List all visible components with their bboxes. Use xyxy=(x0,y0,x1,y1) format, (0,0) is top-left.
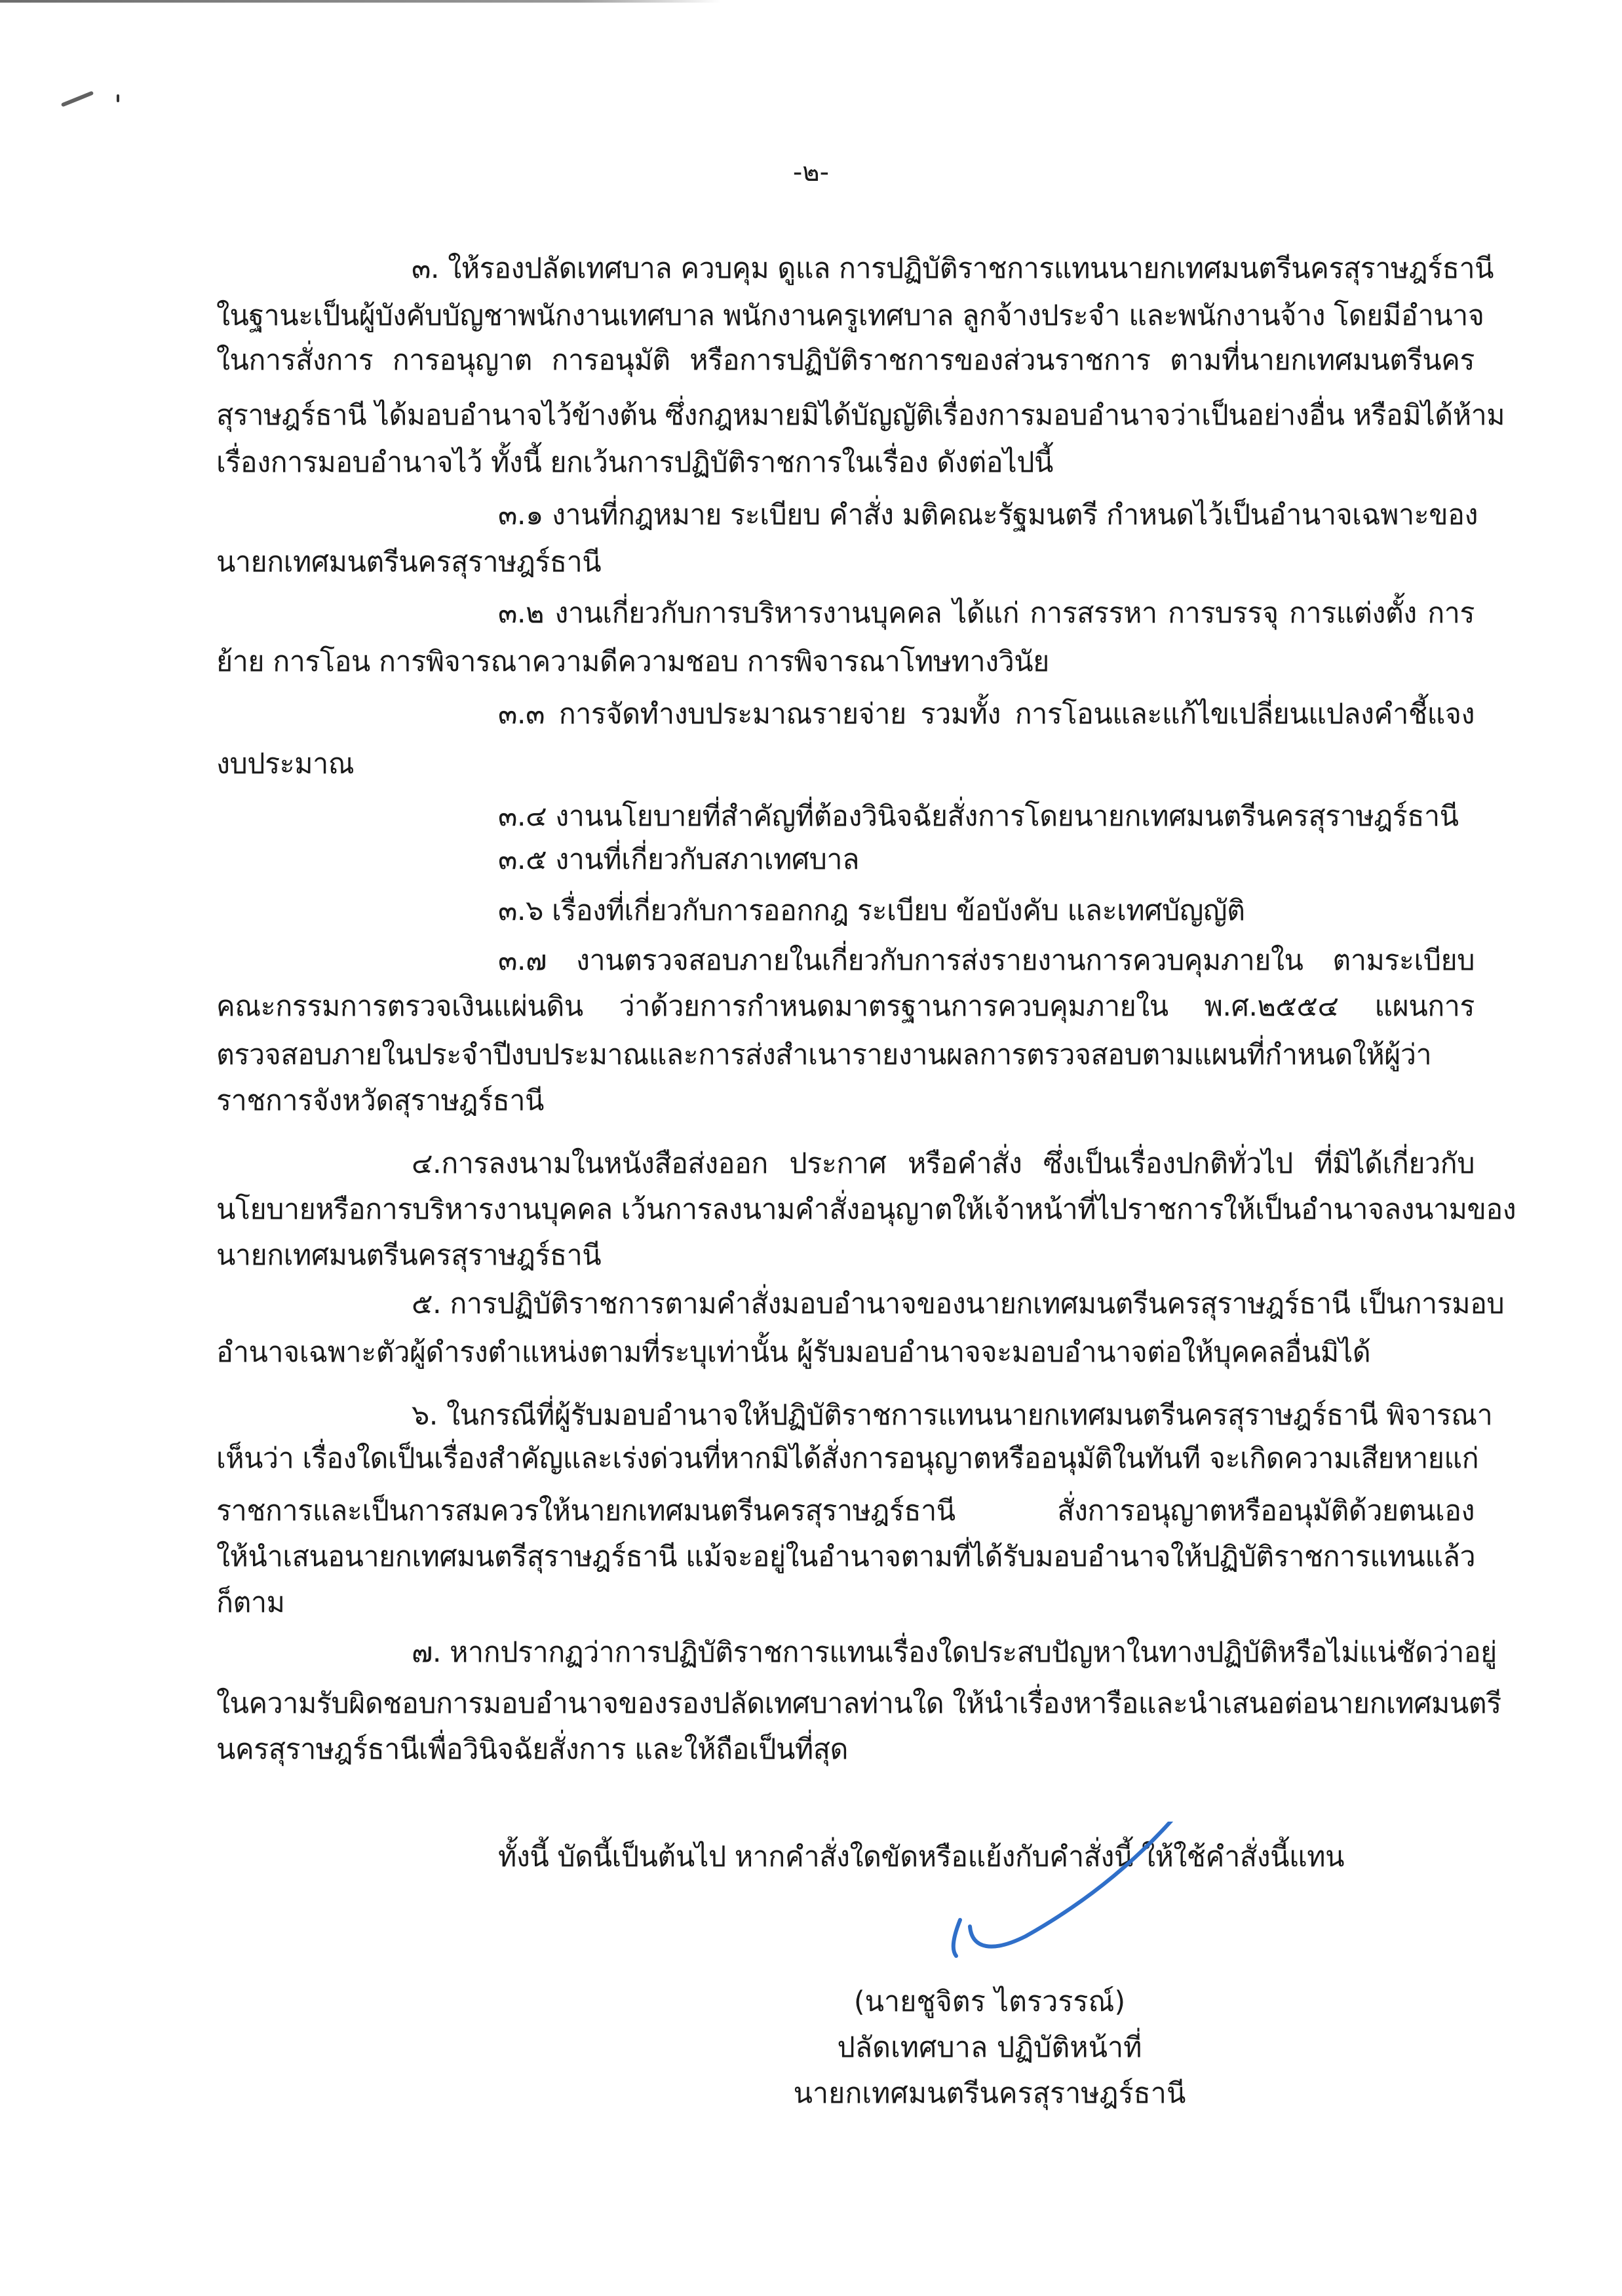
para-7-line-1: ๗. หากปรากฏว่าการปฏิบัติราชการแทนเรื่องใดประสบปัญหาในทางปฏิบัติหรือไม่แน่ชัดว่าอยู่ xyxy=(412,1636,1497,1669)
item-3-7-line-4: ราชการจังหวัดสุราษฎร์ธานี xyxy=(216,1084,544,1117)
para-4-line-2: นโยบายหรือการบริหารงานบุคคล เว้นการลงนามคำสั่งอนุญาตให้เจ้าหน้าที่ไปราชการให้เป็นอำนาจลงนามของ xyxy=(216,1193,1516,1226)
para-3-line-2: ในฐานะเป็นผู้บังคับบัญชาพนักงานเทศบาล พนักงานครูเทศบาล ลูกจ้างประจำ และพนักงานจ้าง โดยมีอำนาจ xyxy=(216,299,1484,332)
item-3-3-line-1: ๓.๓ การจัดทำงบประมาณรายจ่าย รวมทั้ง การโอนและแก้ไขเปลี่ยนแปลงคำชี้แจง xyxy=(498,698,1475,731)
item-3-4: ๓.๔ งานนโยบายที่สำคัญที่ต้องวินิจฉัยสั่งการโดยนายกเทศมนตรีนครสุราษฎร์ธานี xyxy=(498,800,1459,833)
item-3-3-line-2: งบประมาณ xyxy=(216,748,355,780)
para-7-line-3: นครสุราษฎร์ธานีเพื่อวินิจฉัยสั่งการ และให้ถือเป็นที่สุด xyxy=(216,1733,848,1766)
staple-mark xyxy=(61,90,94,107)
para-3-line-1: ๓. ให้รองปลัดเทศบาล ควบคุม ดูแล การปฏิบัติราชการแทนนายกเทศมนตรีนครสุราษฎร์ธานี xyxy=(412,252,1494,285)
closing-statement: ทั้งนี้ บัดนี้เป็นต้นไป หากคำสั่งใดขัดหรือแย้งกับคำสั่งนี้ ให้ใช้คำสั่งนี้แทน xyxy=(498,1841,1344,1873)
signatory-position: ปลัดเทศบาล ปฏิบัติหน้าที่ xyxy=(837,2031,1142,2064)
signatory-acting-for: นายกเทศมนตรีนครสุราษฎร์ธานี xyxy=(793,2077,1186,2110)
item-3-2-line-2: ย้าย การโอน การพิจารณาความดีความชอบ การพิจารณาโทษทางวินัย xyxy=(216,645,1049,678)
signature-scribble xyxy=(888,1822,1255,1992)
page-number: -๒- xyxy=(792,157,830,187)
item-3-7-line-2: คณะกรรมการตรวจเงินแผ่นดิน ว่าด้วยการกำหนดมาตรฐานการควบคุมภายใน พ.ศ.๒๕๕๔ แผนการ xyxy=(216,990,1475,1023)
para-6-line-2: เห็นว่า เรื่องใดเป็นเรื่องสำคัญและเร่งด่วนที่หากมิได้สั่งการอนุญาตหรืออนุมัติในทันที จะเกิดความเสียหายแก่ xyxy=(216,1442,1479,1475)
para-6-line-3: ราชการและเป็นการสมควรให้นายกเทศมนตรีนครสุราษฎร์ธานี สั่งการอนุญาตหรืออนุมัติด้วยตนเอง xyxy=(216,1495,1475,1527)
para-5-line-2: อำนาจเฉพาะตัวผู้ดำรงตำแหน่งตามที่ระบุเท่านั้น ผู้รับมอบอำนาจจะมอบอำนาจต่อให้บุคคลอื่นมิได้ xyxy=(216,1336,1371,1369)
scan-edge-shadow xyxy=(0,0,721,3)
para-6-line-1: ๖. ในกรณีที่ผู้รับมอบอำนาจให้ปฏิบัติราชการแทนนายกเทศมนตรีนครสุราษฎร์ธานี พิจารณา xyxy=(412,1399,1493,1432)
item-3-6: ๓.๖ เรื่องที่เกี่ยวกับการออกกฎ ระเบียบ ข้อบังคับ และเทศบัญญัติ xyxy=(498,894,1245,927)
para-6-line-5: ก็ตาม xyxy=(216,1586,285,1619)
item-3-5: ๓.๕ งานที่เกี่ยวกับสภาเทศบาล xyxy=(498,843,859,876)
item-3-2-line-1: ๓.๒ งานเกี่ยวกับการบริหารงานบุคคล ได้แก่ การสรรหา การบรรจุ การแต่งตั้ง การ xyxy=(498,597,1475,630)
para-5-line-1: ๕. การปฏิบัติราชการตามคำสั่งมอบอำนาจของนายกเทศมนตรีนครสุราษฎร์ธานี เป็นการมอบ xyxy=(412,1288,1505,1320)
para-3-line-5: เรื่องการมอบอำนาจไว้ ทั้งนี้ ยกเว้นการปฏิบัติราชการในเรื่อง ดังต่อไปนี้ xyxy=(216,446,1053,479)
item-3-1-line-2: นายกเทศมนตรีนครสุราษฎร์ธานี xyxy=(216,546,602,579)
item-3-1-line-1: ๓.๑ งานที่กฎหมาย ระเบียบ คำสั่ง มติคณะรัฐมนตรี กำหนดไว้เป็นอำนาจเฉพาะของ xyxy=(498,499,1478,531)
para-3-line-4: สุราษฎร์ธานี ได้มอบอำนาจไว้ข้างต้น ซึ่งกฎหมายมิได้บัญญัติเรื่องการมอบอำนาจว่าเป็นอย่างอื่น หรือมิได้ห้าม xyxy=(216,399,1505,432)
para-6-line-4: ให้นำเสนอนายกเทศมนตรีสุราษฎร์ธานี แม้จะอยู่ในอำนาจตามที่ได้รับมอบอำนาจให้ปฏิบัติราชการแทนแล้ว xyxy=(216,1540,1476,1573)
para-3-line-3: ในการสั่งการ การอนุญาต การอนุมัติ หรือการปฏิบัติราชการของส่วนราชการ ตามที่นายกเทศมนตรีนคร xyxy=(216,344,1475,377)
para-7-line-2: ในความรับผิดชอบการมอบอำนาจของรองปลัดเทศบาลท่านใด ให้นำเรื่องหารือและนำเสนอต่อนายกเทศมนตรี xyxy=(216,1687,1501,1720)
item-3-7-line-1: ๓.๗ งานตรวจสอบภายในเกี่ยวกับการส่งรายงานการควบคุมภายใน ตามระเบียบ xyxy=(498,944,1475,977)
staple-dot xyxy=(117,94,119,102)
signatory-name: (นายชูจิตร ไตรวรรณ์) xyxy=(853,1985,1126,2018)
para-4-line-3: นายกเทศมนตรีนครสุราษฎร์ธานี xyxy=(216,1239,602,1272)
item-3-7-line-3: ตรวจสอบภายในประจำปีงบประมาณและการส่งสำเนารายงานผลการตรวจสอบตามแผนที่กำหนดให้ผู้ว่า xyxy=(216,1039,1432,1071)
para-4-line-1: ๔.การลงนามในหนังสือส่งออก ประกาศ หรือคำสั่ง ซึ่งเป็นเรื่องปกติทั่วไป ที่มิได้เกี่ยวกับ xyxy=(412,1147,1475,1180)
